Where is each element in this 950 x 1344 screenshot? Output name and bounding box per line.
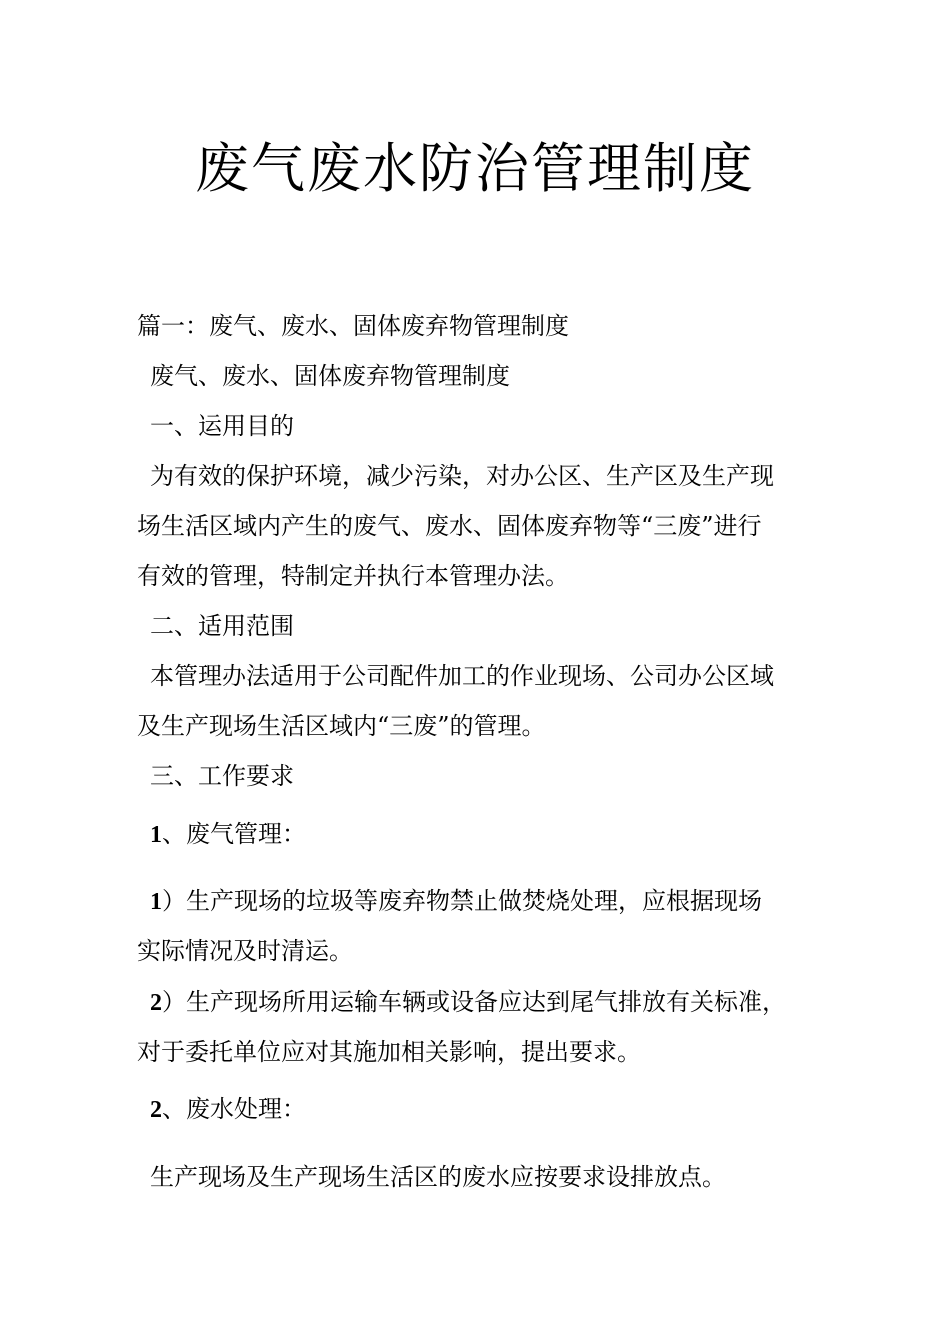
list-item-number: 2 — [150, 990, 162, 1016]
paragraph-line: 本管理办法适用于公司配件加工的作业现场、公司办公区域 — [150, 662, 774, 690]
list-item — [150, 985, 840, 1020]
paragraph-line: 有效的管理，特制定并执行本管理办法。 — [137, 562, 569, 590]
paragraph-line: 生产现场及生产现场生活区的废水应按要求设排放点。 — [150, 1163, 726, 1191]
section-heading-purpose: 一、运用目的 — [150, 412, 294, 440]
list-item-text: ）生产现场的垃圾等废弃物禁止做焚烧处理，应根据现场 — [162, 887, 762, 915]
paragraph-line: 场生活区域内产生的废气、废水、固体废弃物等“三废”进行 — [137, 512, 762, 540]
list-item-text: ）生产现场所用运输车辆或设备应达到尾气排放有关标准， — [162, 988, 786, 1016]
paragraph-line: 及生产现场生活区域内“三废”的管理。 — [137, 712, 546, 740]
document-subtitle: 废气、废水、固体废弃物管理制度 — [150, 362, 510, 390]
subsection-number: 1 — [150, 822, 162, 848]
document-title: 废气废水防治管理制度 — [195, 137, 755, 200]
paragraph-line: 为有效的保护环境，减少污染，对办公区、生产区及生产现 — [150, 462, 774, 490]
list-item-continuation: 对于委托单位应对其施加相关影响，提出要求。 — [137, 1038, 641, 1066]
chapter-heading: 篇一：废气、废水、固体废弃物管理制度 — [137, 312, 569, 340]
subsection-label: 、废水处理： — [162, 1095, 306, 1123]
subsection-number: 2 — [150, 1097, 162, 1123]
subsection-heading-wastewater — [150, 1092, 840, 1127]
subsection-heading-exhaust — [150, 817, 840, 852]
section-heading-scope: 二、适用范围 — [150, 612, 294, 640]
list-item-number: 1 — [150, 889, 162, 915]
section-heading-requirements: 三、工作要求 — [150, 762, 294, 790]
subsection-label: 、废气管理： — [162, 820, 306, 848]
list-item-continuation: 实际情况及时清运。 — [137, 937, 353, 965]
list-item — [150, 884, 840, 919]
